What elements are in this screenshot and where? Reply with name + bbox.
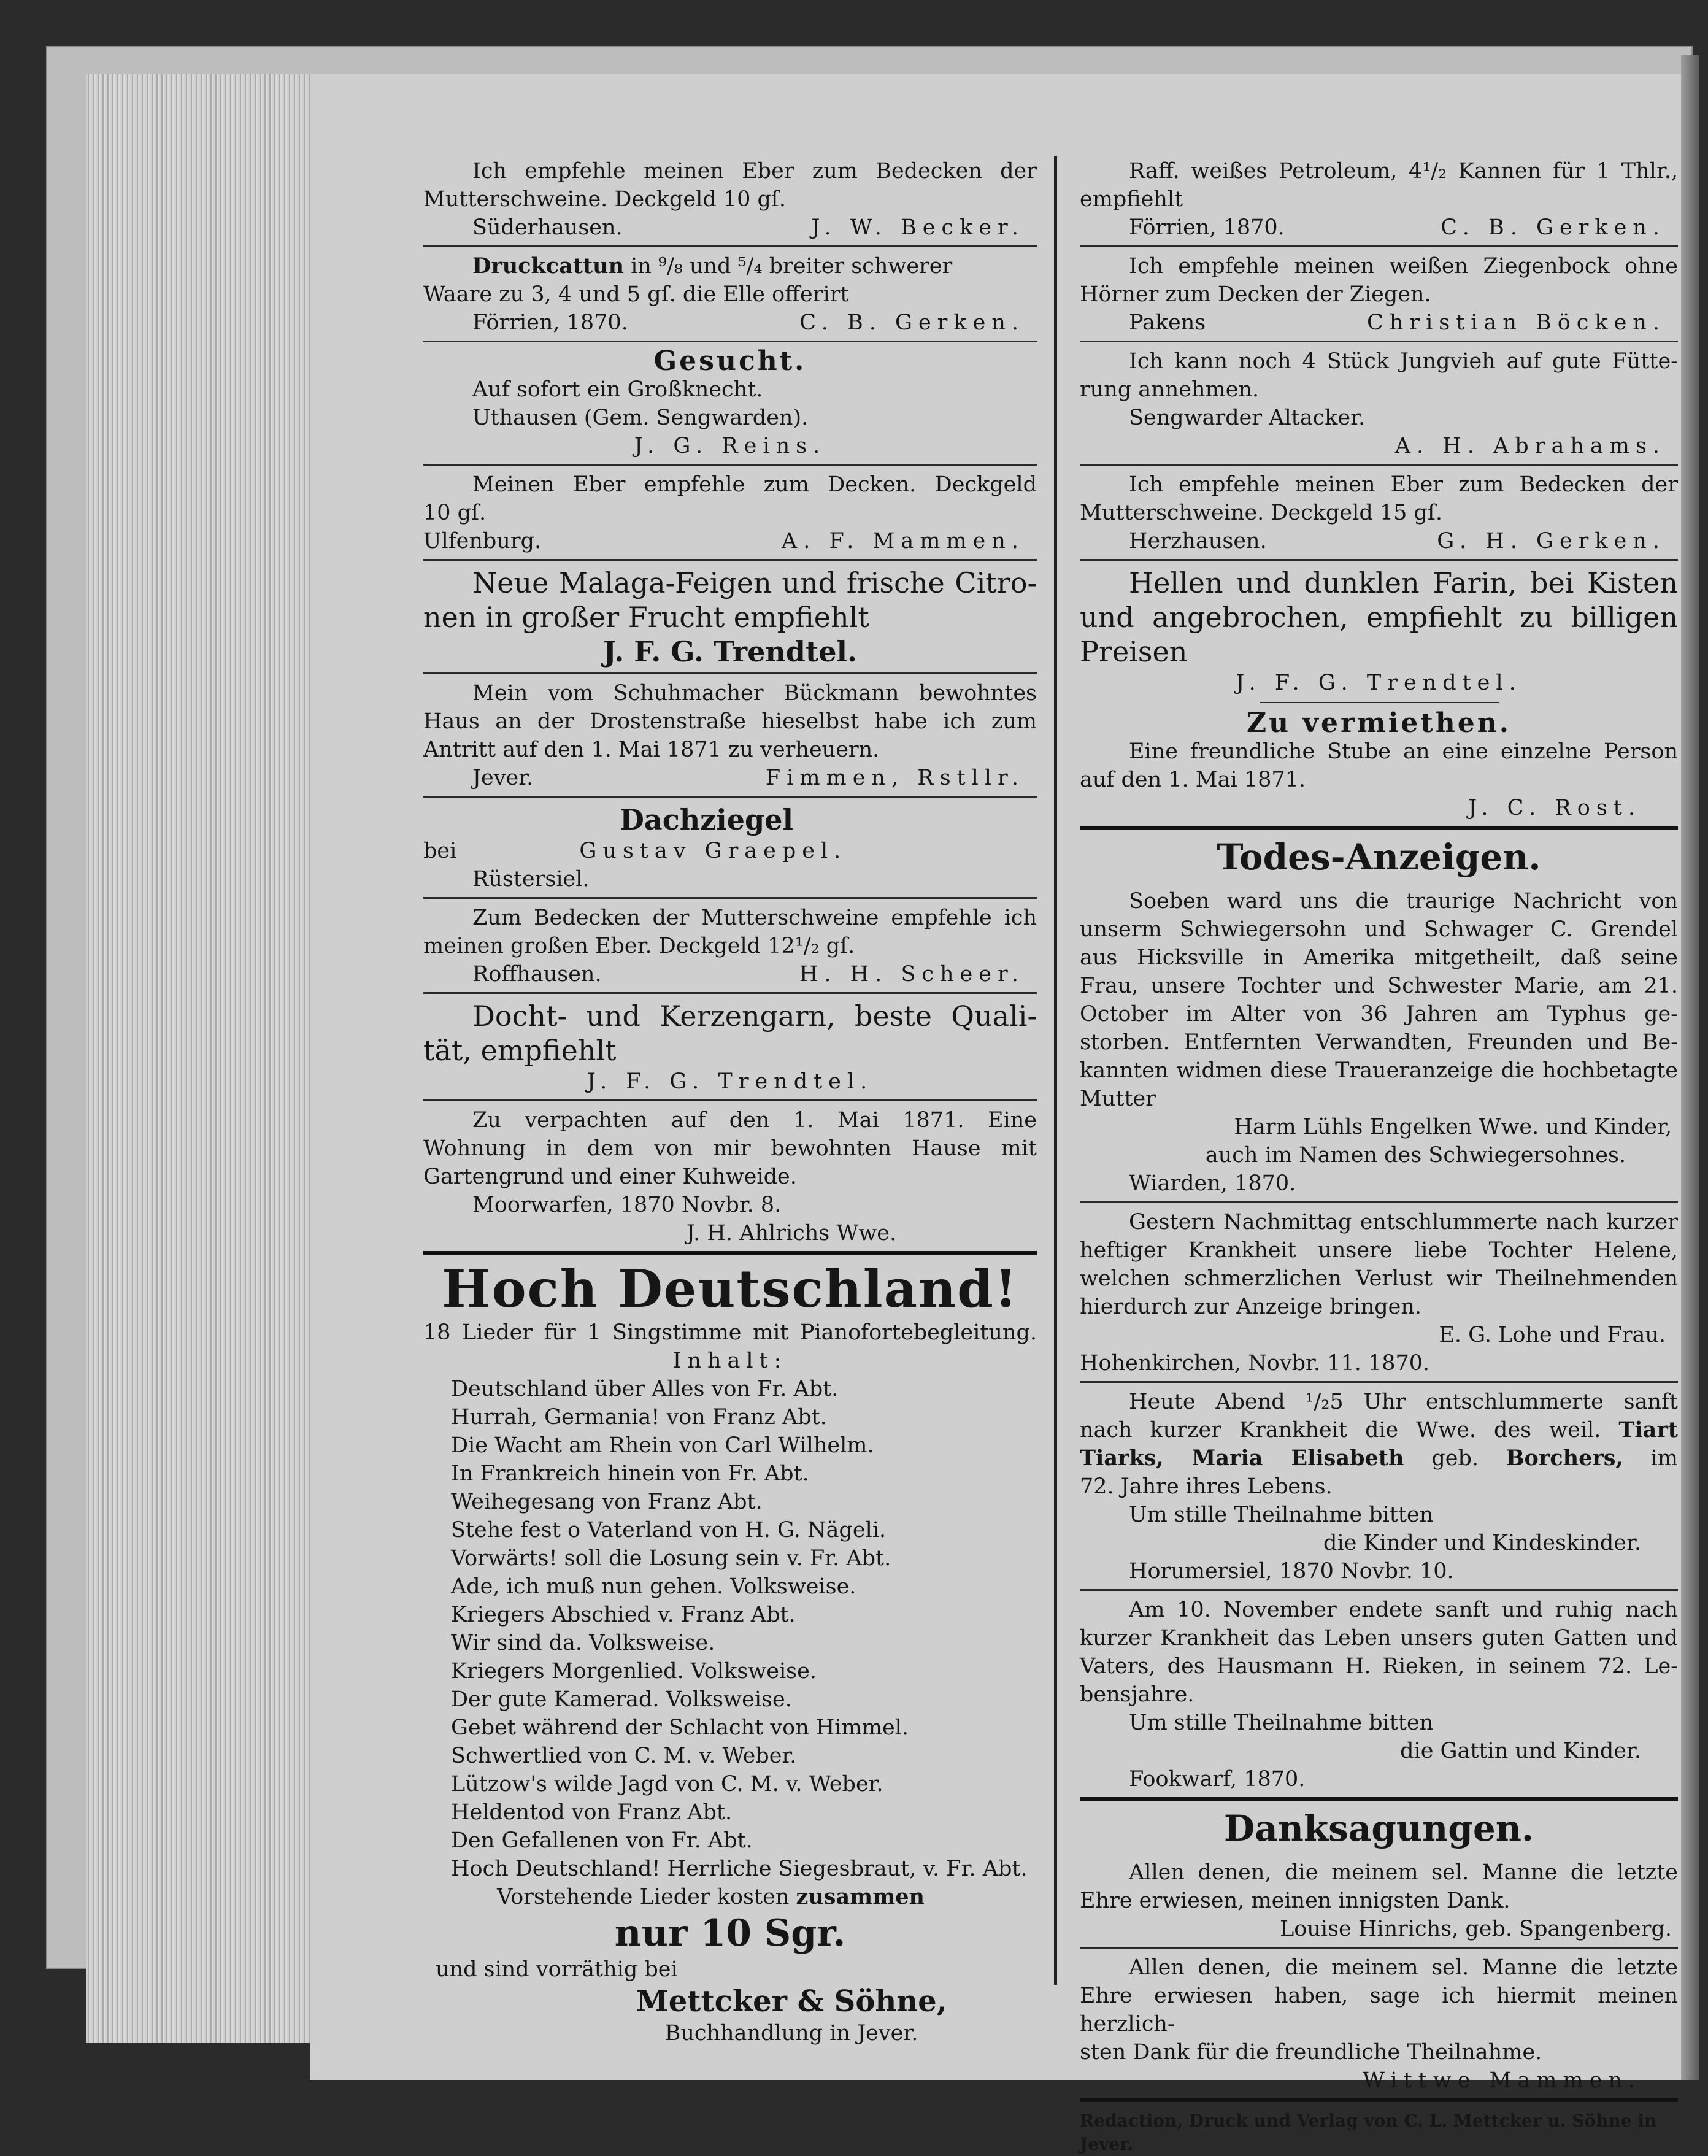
ad-jungvieh (1080, 344, 1678, 463)
notice-signer: E. G. Lohe und Frau. (1439, 1323, 1666, 1347)
ad-signer: Fimmen, Rstllr. (765, 766, 1025, 790)
ad-place: Förrien, 1870. (1129, 215, 1285, 240)
notice-text: im (1650, 1446, 1678, 1471)
song-item: Lützow's wilde Jagd von C. M. v. Weber. (451, 1772, 883, 1796)
ad-text: Meinen Eber empfehle zum Decken. Deckgeld (472, 472, 1037, 497)
notice-text: bensjahre. (1080, 1682, 1194, 1707)
ad-text: und angebrochen, empfiehlt zu billigen (1080, 601, 1678, 634)
separator-rule (1080, 341, 1678, 342)
separator-rule (423, 559, 1037, 561)
separator-rule (1080, 1381, 1678, 1383)
song-item: In Frankreich hinein von Fr. Abt. (451, 1461, 809, 1486)
book-page-edges (86, 74, 319, 2043)
separator-rule (423, 245, 1037, 247)
separator-rule-thick (1080, 2098, 1678, 2102)
ad-text: Ich empfehle meinen weißen Ziegenbock ohne (1129, 254, 1678, 279)
ad-signer: C. B. Gerken. (799, 310, 1025, 335)
notice-place: Fookwarf, 1870. (1129, 1767, 1306, 1792)
ad-dachziegel (423, 799, 1037, 896)
section-title: Todes-Anzeigen. (1217, 836, 1541, 878)
ad-text: Uthausen (Gem. Sengwarden). (472, 406, 809, 430)
ad-heading: Zu vermiethen. (1246, 707, 1512, 739)
ad-contents-label: Inhalt: (672, 1349, 788, 1373)
ad-place: Rüstersiel. (472, 867, 590, 891)
left-column (423, 153, 1037, 2050)
notice-signer: Wittwe Mammen. (1363, 2068, 1641, 2093)
ad-text: rung annehmen. (1080, 377, 1260, 402)
notice-text: kannten widmen diese Traueranzeige die hochbetagte (1080, 1058, 1678, 1083)
ad-eber-gerken (1080, 467, 1678, 558)
ad-text: Docht- und Kerzengarn, beste Quali- (472, 999, 1037, 1033)
ad-seller: Mettcker & Söhne, (636, 1984, 947, 2019)
separator-rule (1080, 1947, 1678, 1949)
separator-rule (423, 992, 1037, 994)
song-item: Kriegers Abschied v. Franz Abt. (451, 1603, 796, 1627)
separator-rule-thick (423, 1251, 1037, 1255)
separator-rule (1080, 1589, 1678, 1591)
notice-text: geb. (1431, 1446, 1479, 1471)
ad-place: Süderhausen. (472, 215, 623, 240)
ad-text: Ich kann noch 4 Stück Jungvieh auf gute Fütte- (1129, 349, 1678, 374)
song-item: Schwertlied von C. M. v. Weber. (451, 1744, 797, 1768)
separator-rule (423, 672, 1037, 674)
ad-farin (1080, 562, 1678, 699)
ad-text: Mein vom Schuhmacher Bückmann bewohntes (472, 681, 1037, 706)
ad-text: meinen großen Eber. Deckgeld 12¹/₂ gſ. (423, 934, 855, 958)
notice-text: Allen denen, die meinem sel. Manne die letzte (1129, 1860, 1678, 1885)
ad-text: Hellen und dunklen Farin, bei Kisten (1129, 566, 1678, 599)
ad-text: Wohnung in dem von mir bewohnten Hause mit (423, 1136, 1037, 1161)
song-item: Wir sind da. Volksweise. (451, 1631, 715, 1655)
notice-name: Tiart (1618, 1417, 1678, 1442)
page-right-edge (1681, 55, 1699, 2080)
death-notice (1080, 1204, 1678, 1380)
ad-signer: G. H. Gerken. (1437, 529, 1666, 553)
song-item: Die Wacht am Rhein von Carl Wilhelm. (451, 1433, 874, 1458)
ad-text: Ich empfehle meinen Eber zum Bedecken der (472, 159, 1037, 183)
song-item: Stehe fest o Vaterland von H. G. Nägeli. (451, 1518, 887, 1542)
ad-signer: J. F. G. Trendtel. (603, 635, 857, 668)
ad-place: Sengwarder Altacker. (1129, 406, 1366, 430)
song-item: Hurrah, Germania! von Franz Abt. (451, 1405, 827, 1430)
song-list (423, 1375, 1037, 1883)
notice-text: hierdurch zur Anzeige bringen. (1080, 1295, 1422, 1319)
ad-place: Jever. (472, 766, 534, 790)
separator-rule-thick (1080, 1797, 1678, 1801)
ad-ziegenbock (1080, 248, 1678, 339)
ad-text: empfiehlt (1080, 187, 1183, 212)
ad-text: Mutterschweine. Deckgeld 15 gſ. (1080, 501, 1443, 525)
notice-name: Tiarks, Maria Elisabeth (1080, 1446, 1404, 1471)
ad-text: Raff. weißes Petroleum, 4¹/₂ Kannen für 1 Thlr., (1129, 159, 1678, 183)
ad-price: nur 10 Sgr. (614, 1912, 846, 1955)
ad-signer: Christian Böcken. (1367, 310, 1666, 335)
notice-text: welchen schmerzlichen Verlust wir Theilnehmenden (1080, 1266, 1678, 1291)
separator-rule (423, 464, 1037, 466)
song-item: Weihegesang von Franz Abt. (451, 1490, 763, 1514)
right-column (1080, 153, 1678, 2156)
ad-text: und sind vorräthig bei (436, 1957, 678, 1982)
ad-text: Zum Bedecken der Mutterschweine empfehle ich (472, 906, 1037, 930)
ad-signer: A. F. Mammen. (781, 529, 1025, 553)
ad-text: in ⁹/₈ und ⁵/₄ breiter schwerer (631, 254, 953, 279)
ad-signer: J. W. Becker. (811, 215, 1025, 240)
ad-malaga-feigen (423, 562, 1037, 671)
separator-rule (423, 1099, 1037, 1101)
notice-signer: die Kinder und Kindeskinder. (1323, 1531, 1641, 1555)
ad-text: Mutterschweine. Deckgeld 10 gſ. (423, 187, 787, 212)
ad-text: Hörner zum Decken der Ziegen. (1080, 282, 1431, 307)
ad-seller-sub: Buchhandlung in Jever. (664, 2021, 918, 2046)
notice-text: Um stille Theilnahme bitten (1129, 1711, 1434, 1735)
notice-text: aus Hicksville in Amerika mitgetheilt, daß seine (1080, 945, 1678, 970)
ad-heading: Dachziegel (620, 803, 793, 836)
ad-text: Waare zu 3, 4 und 5 gſ. die Elle offerirt (423, 282, 849, 307)
notice-text: Ehre erwiesen, meinen innigsten Dank. (1080, 1888, 1510, 1913)
separator-rule (423, 796, 1037, 798)
notice-text: Heute Abend ¹/₂5 Uhr entschlummerte sanft (1129, 1390, 1678, 1414)
notice-text: Allen denen, die meinem sel. Manne die letzte (1129, 1955, 1678, 1980)
song-item: Heldentod von Franz Abt. (451, 1800, 733, 1825)
notice-text: heftiger Krankheit unsere liebe Tochter Helene, (1080, 1238, 1678, 1263)
ad-signer: J. H. Ahlrichs Wwe. (686, 1221, 897, 1245)
ad-signer: Gustav Graepel. (579, 839, 847, 863)
notice-signer: Harm Lühls Engelken Wwe. und Kinder, (1234, 1115, 1672, 1139)
ad-text: Ich empfehle meinen Eber zum Bedecken der (1129, 472, 1678, 497)
ad-place: Herzhausen. (1129, 529, 1267, 553)
ad-place: Ulfenburg. (423, 529, 542, 553)
notice-place: Hohenkirchen, Novbr. 11. 1870. (1080, 1351, 1430, 1376)
ad-subtitle: 18 Lieder für 1 Singstimme mit Pianofortebegleitung. (423, 1320, 1037, 1345)
song-item: Hoch Deutschland! Herrliche Siegesbraut, v. Fr. Abt. (451, 1857, 1028, 1881)
notice-text: Frau, unsere Tochter und Schwester Marie, am 21. (1080, 974, 1678, 998)
separator-rule-short (1260, 702, 1499, 703)
ad-signer: H. H. Scheer. (799, 962, 1025, 987)
song-item: Vorwärts! soll die Losung sein v. Fr. Abt. (451, 1546, 891, 1571)
ad-eber-becker (423, 153, 1037, 244)
ad-text: Auf sofort ein Großknecht. (472, 377, 763, 402)
notice-text: October im Alter von 36 Jahren am Typhus ge- (1080, 1002, 1678, 1026)
ad-signer: C. B. Gerken. (1441, 215, 1666, 240)
ad-text: Zu verpachten auf den 1. Mai 1871. Eine (472, 1108, 1037, 1133)
notice-signer: Louise Hinrichs, geb. Spangenberg. (1280, 1917, 1672, 1941)
death-notice (1080, 1384, 1678, 1588)
separator-rule (1080, 464, 1678, 466)
column-divider (1054, 156, 1057, 1985)
notice-name: Borchers, (1506, 1446, 1623, 1471)
ad-text: Haus an der Drostenstraße hieselbst habe ich zum (423, 709, 1037, 734)
ad-signer: J. F. G. Trendtel. (587, 1069, 874, 1094)
notice-text: storben. Entfernten Verwandten, Freunden und Be- (1080, 1030, 1678, 1055)
separator-rule (1080, 245, 1678, 247)
song-item: Deutschland über Alles von Fr. Abt. (451, 1377, 839, 1401)
ad-keyword: zusammen (796, 1884, 925, 1909)
ad-heading: Gesucht. (653, 345, 807, 377)
ad-keyword: Druckcattun (472, 253, 625, 279)
notice-text: Soeben ward uns die traurige Nachricht von (1129, 889, 1678, 914)
ad-place: Förrien, 1870. (472, 310, 628, 335)
notice-place: Wiarden, 1870. (1129, 1171, 1296, 1196)
death-notices-section (1080, 831, 1678, 1796)
ad-haus-verheuern (423, 676, 1037, 795)
separator-rule (423, 341, 1037, 342)
ad-signer: J. C. Rost. (1468, 796, 1641, 820)
ad-eber-scheer (423, 900, 1037, 991)
notice-text: Um stille Theilnahme bitten (1129, 1503, 1434, 1527)
ad-verpachten (423, 1103, 1037, 1250)
notice-text: kurzer Krankheit das Leben unsers guten Gatten und (1080, 1626, 1678, 1650)
ad-druckcattun (423, 248, 1037, 339)
ad-text: nen in großer Frucht empfiehlt (423, 601, 869, 634)
ad-text: Antritt auf den 1. Mai 1871 zu verheuern. (423, 737, 880, 762)
notice-text: Am 10. November endete sanft und ruhig nach (1129, 1598, 1678, 1622)
notice-text: Gestern Nachmittag entschlummerte nach kurzer (1129, 1210, 1678, 1234)
ad-text: auf den 1. Mai 1871. (1080, 768, 1306, 792)
song-item: Ade, ich muß nun gehen. Volksweise. (451, 1574, 856, 1599)
notice-signer: auch im Namen des Schwiegersohnes. (1205, 1143, 1626, 1168)
ad-hoch-deutschland (423, 1256, 1037, 2050)
thanks-notice (1080, 1950, 1678, 2097)
notice-text: Mutter (1080, 1087, 1156, 1111)
ad-petroleum (1080, 153, 1678, 244)
ad-text: Preisen (1080, 635, 1188, 668)
ad-signer: A. H. Abrahams. (1394, 434, 1666, 458)
ad-place: Pakens (1129, 310, 1206, 335)
ad-text: Eine freundliche Stube an eine einzelne Person (1129, 739, 1678, 764)
death-notice (1080, 884, 1678, 1200)
thanks-section (1080, 1802, 1678, 2097)
song-item: Gebet während der Schlacht von Himmel. (451, 1715, 909, 1740)
ad-signer: J. F. G. Trendtel. (1236, 671, 1522, 695)
notice-text: 72. Jahre ihres Lebens. (1080, 1474, 1333, 1499)
thanks-notice (1080, 1855, 1678, 1946)
ad-signer: J. G. Reins. (634, 434, 826, 458)
notice-text: nach kurzer Krankheit die Wwe. des weil. (1080, 1418, 1601, 1442)
ad-text: 10 gſ. (423, 501, 487, 525)
song-item: Der gute Kamerad. Volksweise. (451, 1687, 792, 1712)
ad-text: Gartengrund und einer Kuhweide. (423, 1165, 797, 1189)
notice-text: Ehre erwiesen haben, sage ich hiermit meinen herzlich- (1080, 1984, 1678, 2036)
ad-place: Roffhausen. (472, 962, 602, 987)
ad-text: tät, empfiehlt (423, 1034, 617, 1067)
song-item: Den Gefallenen von Fr. Abt. (451, 1828, 753, 1853)
death-notice (1080, 1592, 1678, 1796)
notice-text: unserm Schwiegersohn und Schwager C. Grendel (1080, 917, 1678, 942)
separator-rule-thick (1080, 826, 1678, 830)
notice-text: Vaters, des Hausmann H. Rieken, in seinem 72. Le- (1080, 1654, 1678, 1679)
ad-place: Moorwarfen, 1870 Novbr. 8. (472, 1193, 782, 1217)
notice-place: Horumersiel, 1870 Novbr. 10. (1129, 1559, 1454, 1584)
notice-signer: die Gattin und Kinder. (1400, 1739, 1641, 1763)
separator-rule (1080, 559, 1678, 561)
ad-vermiethen (1080, 706, 1678, 825)
ad-text: bei (423, 839, 457, 863)
section-title: Danksagungen. (1223, 1808, 1534, 1849)
ad-docht-kerzengarn (423, 995, 1037, 1098)
separator-rule (423, 897, 1037, 899)
ad-text: Neue Malaga-Feigen und frische Citro- (472, 566, 1037, 599)
song-item: Kriegers Morgenlied. Volksweise. (451, 1659, 817, 1684)
ad-gesucht (423, 344, 1037, 463)
separator-rule (1080, 1201, 1678, 1203)
notice-text: sten Dank für die freundliche Theilnahme. (1080, 2040, 1542, 2065)
ad-eber-mammen (423, 467, 1037, 558)
ad-text: Vorstehende Lieder kosten (497, 1885, 790, 1909)
ad-title: Hoch Deutschland! (442, 1258, 1018, 1319)
imprint-footer: Redaction, Druck und Verlag von C. L. Mettcker u. Söhne in Jever. (1080, 2111, 1657, 2154)
